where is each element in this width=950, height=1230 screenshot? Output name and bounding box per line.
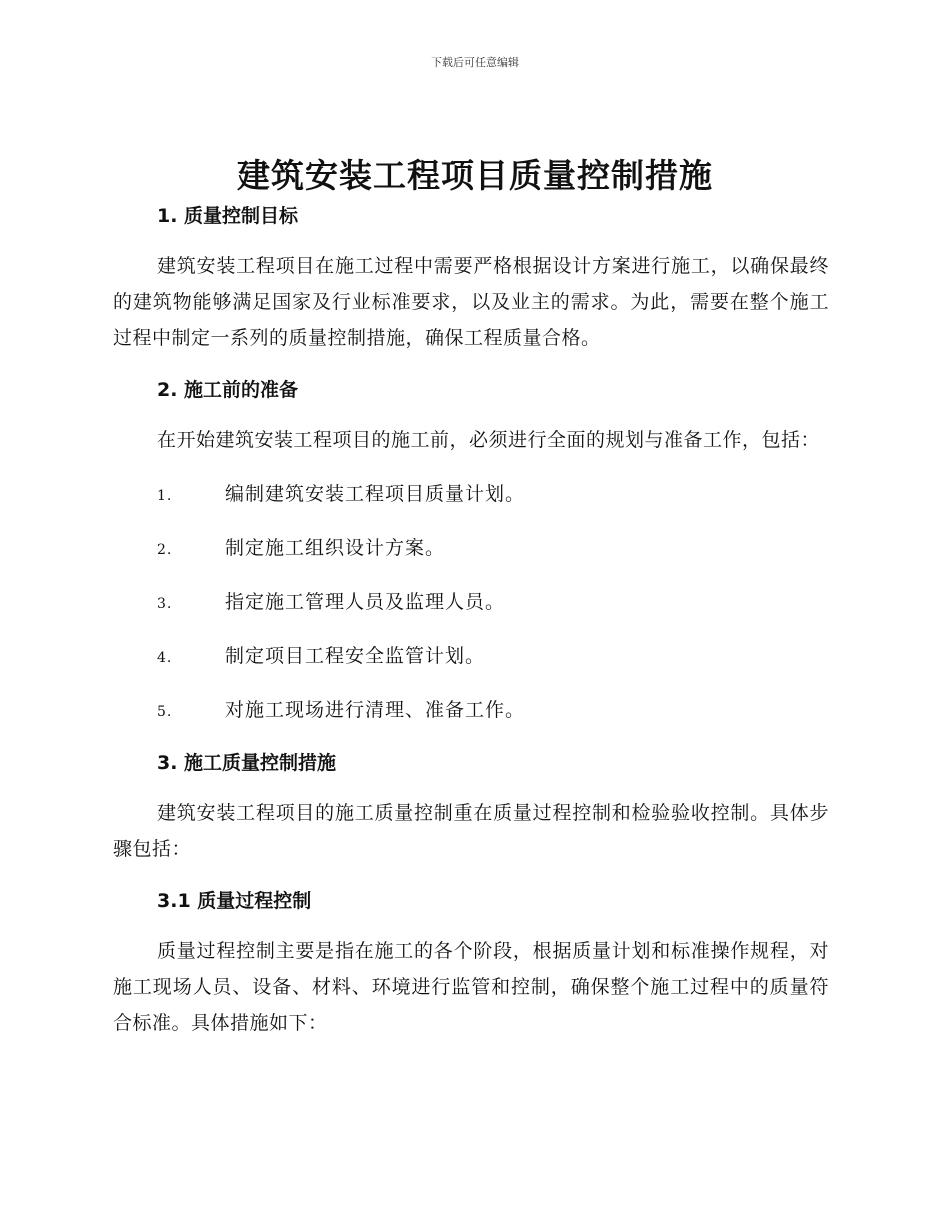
list-item-text: 对施工现场进行清理、准备工作。 [225,699,526,721]
section-2-heading: 2. 施工前的准备 [157,379,299,401]
list-item-text: 制定项目工程安全监管计划。 [225,645,486,667]
list-item-number: 3. [157,596,173,612]
section-1-heading: 1. 质量控制目标 [157,205,299,227]
list-item-text: 编制建筑安装工程项目质量计划。 [225,483,526,505]
list-item-number: 4. [157,650,173,666]
section-3-1-paragraph: 质量过程控制主要是指在施工的各个阶段，根据质量计划和标准操作规程，对施工现场人员、设备、材料、环境进行监管和控制，确保整个施工过程中的质量符合标准。具体措施如下： [113,940,829,1034]
section-3-paragraph: 建筑安装工程项目的施工质量控制重在质量过程控制和检验验收控制。具体步骤包括： [113,802,829,860]
list-item-text: 制定施工组织设计方案。 [225,537,446,559]
list-item-number: 5. [157,704,173,720]
document-body [113,198,829,1041]
section-3-1-heading: 3.1 质量过程控制 [157,890,312,912]
section-1-paragraph: 建筑安装工程项目在施工过程中需要严格根据设计方案进行施工，以确保最终的建筑物能够满足国家及行业标准要求，以及业主的需求。为此，需要在整个施工过程中制定一系列的质量控制措施，确保工程质量合格。 [113,255,829,349]
list-item [113,692,829,728]
list-item [113,584,829,620]
list-item-number: 2. [157,542,173,558]
section-2-paragraph: 在开始建筑安装工程项目的施工前，必须进行全面的规划与准备工作，包括： [157,429,821,451]
page-header: 下载后可任意编辑 [431,56,519,69]
list-item-text: 指定施工管理人员及监理人员。 [225,591,506,613]
list-item [113,476,829,512]
list-item-number: 1. [157,488,173,504]
document-title: 建筑安装工程项目质量控制措施 [237,156,713,195]
list-item [113,530,829,566]
list-item [113,638,829,674]
section-3-heading: 3. 施工质量控制措施 [157,752,337,774]
